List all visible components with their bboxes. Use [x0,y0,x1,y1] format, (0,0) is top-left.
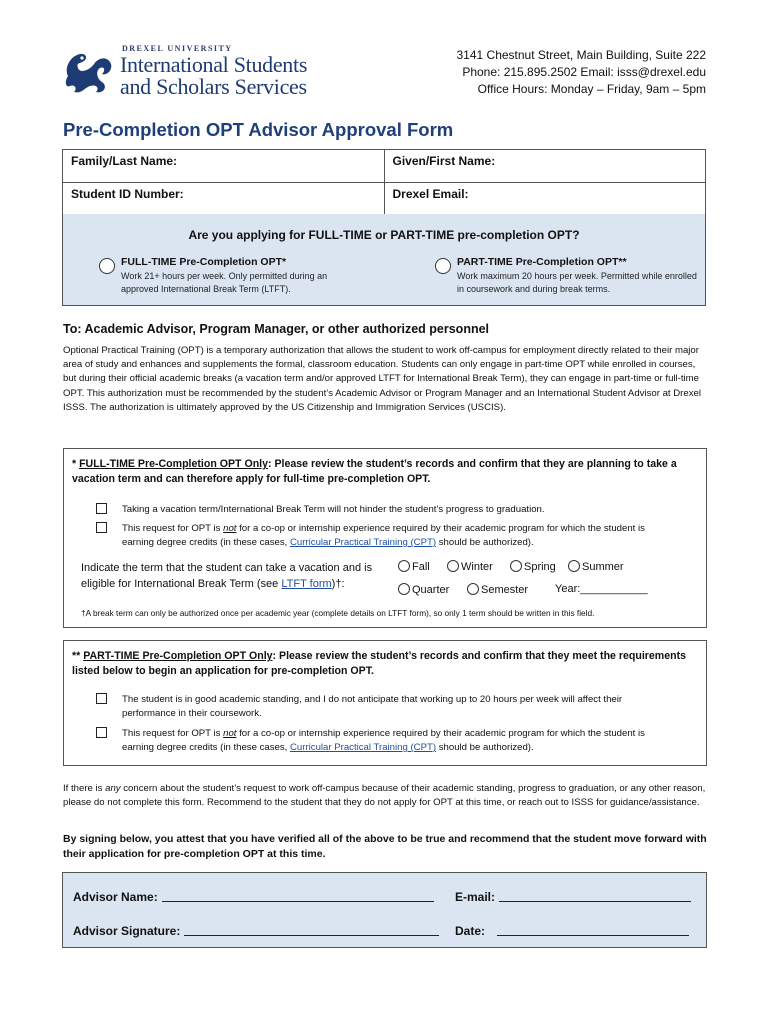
student-info-table [62,149,706,215]
concern-paragraph: If there is any concern about the student’s request to work off-campus because of their academic standing, progress to graduation, or any other reason, please do not complete this form. Recommend to the student that they do not apply for OPT at this time, or reach out to ISSS for guidance/assistance. [63,783,706,809]
part-time-review-box [63,640,707,766]
term-summer-radio[interactable] [568,560,580,572]
break-term-footnote: †A break term can only be authorized once per academic year (complete details on LTFT form), so only 1 term should be written in this field. [81,608,595,618]
part-time-desc: Work maximum 20 hours per week. Permitted while enrolled in coursework and during break terms. [457,271,697,294]
opt-type-panel [62,214,706,306]
term-semester-option[interactable]: Semester [467,583,528,596]
term-semester-radio[interactable] [467,583,479,595]
student-id-field[interactable]: Student ID Number: [71,187,184,201]
advisor-signature-panel [62,872,707,948]
term-fall-option[interactable]: Fall [398,560,430,573]
isss-logo [62,44,322,100]
pt-check-standing-text: The student is in good academic standing, and I do not anticipate that working up to 20 hours per week will affect their performance in their coursework. [122,694,623,719]
part-time-review-heading: ** PART-TIME Pre-Completion OPT Only: Please review the student’s records and confirm that they meet the requirements listed below to begin an application for pre-completion OPT. [72,650,687,677]
term-spring-option[interactable]: Spring [510,560,556,573]
term-fall-radio[interactable] [398,560,410,572]
term-spring-radio[interactable] [510,560,522,572]
advisor-name-field[interactable]: Advisor Name: [73,890,434,904]
term-quarter-radio[interactable] [398,583,410,595]
office-phone-email: Phone: 215.895.2502 Email: isss@drexel.edu [462,65,706,79]
office-address: 3141 Chestnut Street, Main Building, Suite 222 [456,48,706,62]
term-summer-option[interactable]: Summer [568,560,624,573]
term-winter-option[interactable]: Winter [447,560,493,573]
ft-checkbox-progress[interactable] [96,503,107,514]
ltft-form-link[interactable]: LTFT form [281,578,332,590]
part-time-radio[interactable] [435,258,451,274]
office-contact [457,47,707,98]
student-info-row [63,150,705,182]
office-hours: Office Hours: Monday – Friday, 9am – 5pm [477,82,706,96]
attestation-paragraph: By signing below, you attest that you have verified all of the above to be true and recommend that the student move forward with their application for pre-completion OPT at this time. [63,833,707,860]
ft-check-not-coop-text: This request for OPT is not for a co-op or internship experience required by their academic program for which the student is earning degree credits (in these cases, Curricular Practical Training (CPT) should be authorized). [122,523,645,548]
full-time-radio[interactable] [99,258,115,274]
full-time-label: FULL-TIME Pre-Completion OPT* [121,256,287,268]
ft-checkbox-not-coop[interactable] [96,522,107,533]
cpt-link[interactable]: Curricular Practical Training (CPT) [289,537,437,548]
advisor-signature-field[interactable]: Advisor Signature: [73,924,439,938]
date-field[interactable]: Date: [455,924,689,938]
cpt-link[interactable]: Curricular Practical Training (CPT) [289,742,437,753]
full-time-review-box [63,448,707,628]
logo-line1: International Students [120,52,308,77]
drexel-email-field[interactable]: Drexel Email: [384,183,706,214]
pt-check-not-coop-text: This request for OPT is not for a co-op or internship experience required by their academic program for which the student is earning degree credits (in these cases, Curricular Practical Training (CPT) should be authorized). [122,728,645,753]
logo-university: DREXEL UNIVERSITY [122,44,233,53]
form-title: Pre-Completion OPT Advisor Approval Form [63,119,454,140]
advisor-email-field[interactable]: E-mail: [455,890,691,904]
year-field[interactable]: Year:___________ [555,583,648,595]
part-time-label: PART-TIME Pre-Completion OPT** [457,256,627,268]
student-info-row [63,182,705,214]
opt-intro-paragraph: Optional Practical Training (OPT) is a temporary authorization that allows the student to work off-campus for employment directly related to their major area of study and enhances and supplements the formal, classroom education. Students can only engage in part-time OPT while enrolled in courses, but during their official academic breaks (a vacation term and/or approved LTFT for International Break Term), they can engage in part-time or full-time OPT. This authorization must be recommended by the student’s Academic Advisor or Program Manager and an International Student Advisor at Drexel ISSS. The authorization is ultimately approved by the US Citizenship and Immigration Services (USCIS). [63,345,701,413]
opt-type-question: Are you applying for FULL-TIME or PART-TIME pre-completion OPT? [188,228,580,242]
term-winter-radio[interactable] [447,560,459,572]
term-quarter-option[interactable]: Quarter [398,583,449,596]
dragon-icon [62,46,116,96]
family-name-field[interactable]: Family/Last Name: [71,154,178,168]
pt-checkbox-not-coop[interactable] [96,727,107,738]
break-term-label: Indicate the term that the student can take a vacation and is eligible for International Break Term (see LTFT form)†: [81,562,373,590]
pt-checkbox-standing[interactable] [96,693,107,704]
full-time-desc: Work 21+ hours per week. Only permitted during an approved International Break Term (LTFT). [121,271,328,294]
logo-line2: and Scholars Services [120,74,307,99]
advisor-section-heading: To: Academic Advisor, Program Manager, or other authorized personnel [63,322,490,336]
given-name-field[interactable]: Given/First Name: [384,150,706,182]
full-time-review-heading: * FULL-TIME Pre-Completion OPT Only: Please review the student’s records and confirm that they are planning to take a vacation term and can therefore apply for full-time pre-completion OPT. [72,458,677,485]
ft-check-progress-text: Taking a vacation term/International Break Term will not hinder the student’s progress to graduation. [122,504,545,515]
